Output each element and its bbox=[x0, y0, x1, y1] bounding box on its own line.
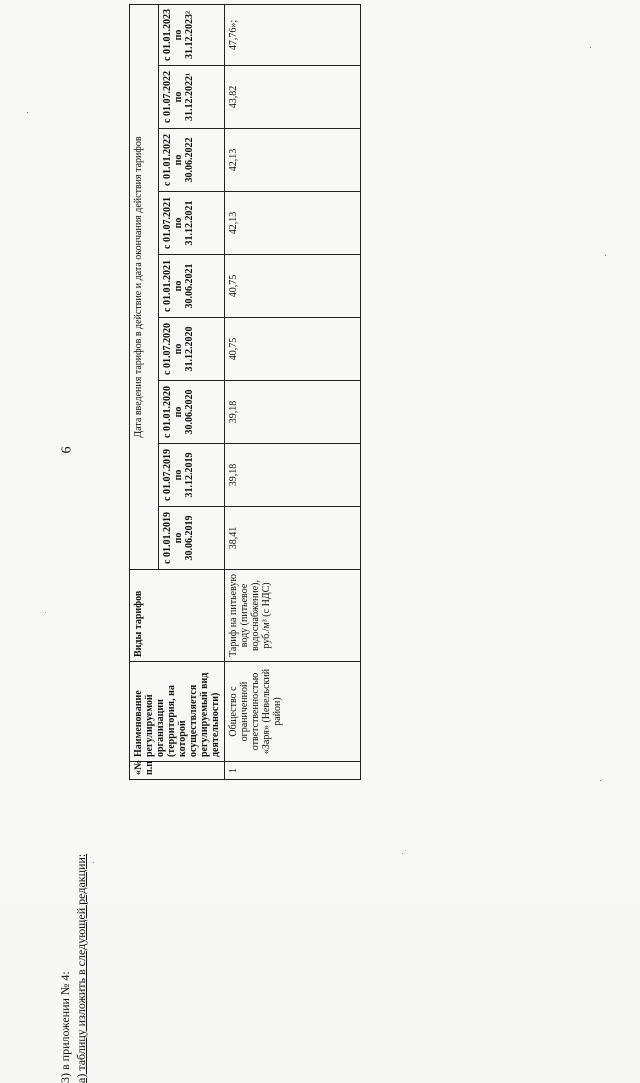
period-header: с 01.07.2020 по 31.12.2020 bbox=[159, 318, 225, 381]
period-header: с 01.01.2021 по 30.06.2021 bbox=[159, 255, 225, 318]
table-replacement-note: а) таблицу изложить в следующей редакции: bbox=[74, 853, 88, 1083]
col-tariff-type: Виды тарифов bbox=[130, 570, 225, 662]
tariff-value: 40,75 bbox=[225, 255, 361, 318]
tariff-value: 43,82 bbox=[225, 66, 361, 129]
period-header: с 01.01.2020 по 30.06.2020 bbox=[159, 381, 225, 444]
period-header: с 01.07.2021 по 31.12.2021 bbox=[159, 192, 225, 255]
col-number: «№ п.п bbox=[130, 762, 225, 780]
scan-noise bbox=[402, 853, 403, 854]
tariff-value: 39,18 bbox=[225, 444, 361, 507]
scan-noise bbox=[45, 612, 46, 613]
tariff-value: 39,18 bbox=[225, 381, 361, 444]
scan-noise bbox=[605, 255, 606, 256]
table-row bbox=[225, 4, 361, 779]
col-organization: Наименование регулируемой организации (территория, на которой осуществляется регулируемый вид деятельности) bbox=[130, 662, 225, 762]
rotated-tariff-table bbox=[129, 5, 324, 780]
scan-noise bbox=[600, 780, 601, 781]
tariff-value: 42,13 bbox=[225, 129, 361, 192]
period-header: с 01.01.2023 по 31.12.2023² bbox=[159, 4, 225, 65]
period-header: с 01.07.2022 по 31.12.2022¹ bbox=[159, 66, 225, 129]
period-header: с 01.01.2019 по 30.06.2019 bbox=[159, 507, 225, 570]
tariff-name: Тариф на питьевую воду (питьевое водоснабжение), руб./м³ (с НДС) bbox=[225, 570, 361, 662]
tariff-table bbox=[129, 4, 361, 780]
amendment-intro bbox=[57, 383, 95, 1083]
tariff-value: 47,76»; bbox=[225, 4, 361, 65]
period-header: с 01.07.2019 по 31.12.2019 bbox=[159, 444, 225, 507]
period-header: с 01.01.2022 по 30.06.2022 bbox=[159, 129, 225, 192]
tariff-value: 42,13 bbox=[225, 192, 361, 255]
scan-noise bbox=[590, 47, 591, 48]
col-period-group: Дата введения тарифов в действие и дата окончания действия тарифов bbox=[130, 4, 159, 569]
tariff-value: 40,75 bbox=[225, 318, 361, 381]
tariff-value: 38,41 bbox=[225, 507, 361, 570]
row-number: 1 bbox=[225, 762, 361, 780]
organization-name: Общество с ограниченной ответственностью «Заря» (Невельский район) bbox=[225, 662, 361, 762]
annex-point: 3) в приложении № 4: bbox=[58, 971, 72, 1083]
page-number: 6 bbox=[59, 446, 75, 454]
scan-noise bbox=[27, 112, 28, 113]
